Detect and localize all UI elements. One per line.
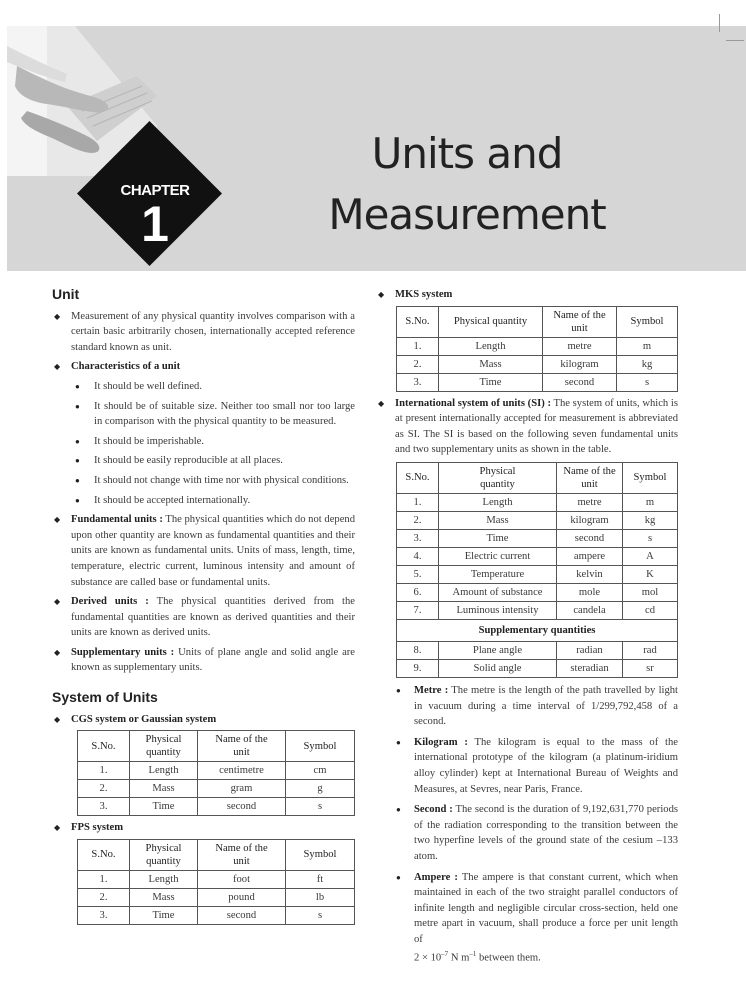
unit-definition: ◆ Measurement of any physical quantity involves comparison with a certain basic arbitrarily chosen, internationally accepted reference standard known as unit. xyxy=(52,309,355,356)
table-row: 3. Time second s xyxy=(78,906,355,924)
characteristic-item: ● It should be accepted internationally. xyxy=(52,493,355,509)
supplementary-units-text: Units of plane angle and solid angle are known as supplementary units. xyxy=(71,646,356,674)
supplementary-units-item xyxy=(52,645,355,676)
table-row: 2. Mass pound lb xyxy=(78,888,355,906)
col-sno: S.No. xyxy=(397,306,439,337)
col-symbol: Symbol xyxy=(623,462,678,493)
cgs-table xyxy=(77,730,355,816)
fps-title: FPS system xyxy=(71,822,124,834)
characteristics-item xyxy=(52,359,355,375)
table-row: 8. Plane angle radian rad xyxy=(397,641,678,659)
col-quantity: Physical quantity xyxy=(439,306,543,337)
table-row: 4. Electric current ampere A xyxy=(397,547,678,565)
crop-mark-horizontal xyxy=(726,40,744,41)
derived-units-term: Derived units : xyxy=(71,596,149,608)
characteristic-item: ● It should be well defined. xyxy=(52,379,355,395)
si-term: International system of units (SI) : xyxy=(395,397,551,409)
ampere-term: Ampere : xyxy=(414,871,458,883)
col-quantity: Physical quantity xyxy=(130,839,198,870)
table-row: 2. Mass kilogram kg xyxy=(397,355,678,373)
table-row: 3. Time second s xyxy=(78,798,355,816)
col-unit: Name of the unit xyxy=(198,839,286,870)
table-row: 5. Temperature kelvin K xyxy=(397,565,678,583)
chapter-header-band xyxy=(7,26,746,271)
kilogram-definition xyxy=(396,735,678,797)
cgs-title: CGS system or Gaussian system xyxy=(71,713,217,725)
col-sno: S.No. xyxy=(78,731,130,762)
second-term: Second : xyxy=(414,804,453,816)
col-unit: Name of the unit xyxy=(543,306,617,337)
table-row: 9. Solid angle steradian sr xyxy=(397,659,678,677)
col-symbol: Symbol xyxy=(617,306,678,337)
derived-units-item xyxy=(52,594,355,641)
col-sno: S.No. xyxy=(397,462,439,493)
system-of-units-heading: System of Units xyxy=(52,689,158,706)
si-text: The system of units, which is at present internationally accepted for measurement is abbreviated as SI. The SI is based on the following seven fundamental units and two supplementary units as shown in the table. xyxy=(395,397,678,456)
second-text: The second is the duration of 9,192,631,770 periods of the radiation corresponding to the transition between the two hyperfine levels of the ground state of the cesium –133 atom. xyxy=(414,804,678,862)
table-header-row xyxy=(78,731,355,762)
chapter-label: CHAPTER xyxy=(120,182,190,199)
ampere-text: The ampere is that constant current, which when maintained in each of the two straight parallel conductors of infinite length and negligible circular cross-section, held one metre apart in vacuum, shall produce a force per unit length of xyxy=(414,871,678,945)
ampere-definition xyxy=(396,870,678,967)
table-row: 1. Length metre m xyxy=(397,337,678,355)
crop-mark-vertical xyxy=(719,14,720,32)
si-table xyxy=(396,462,678,678)
cgs-title-item xyxy=(52,712,355,728)
col-unit: Name of the unit xyxy=(557,462,623,493)
right-column xyxy=(376,287,678,972)
table-header-row xyxy=(78,839,355,870)
characteristic-item: ● It should not change with time nor with physical conditions. xyxy=(52,473,355,489)
characteristic-item: ● It should be imperishable. xyxy=(52,434,355,450)
mks-table xyxy=(396,306,678,392)
kilogram-term: Kilogram : xyxy=(414,736,468,748)
characteristic-item: ● It should be of suitable size. Neither too small nor too large in comparison with the physical quantity to be measured. xyxy=(52,399,355,430)
characteristics-title: Characteristics of a unit xyxy=(71,361,181,373)
col-symbol: Symbol xyxy=(286,839,355,870)
chapter-title-line-1: Units and xyxy=(371,129,563,178)
fundamental-units-item xyxy=(52,512,355,590)
characteristic-item: ● It should be easily reproducible at all places. xyxy=(52,453,355,469)
base-unit-definitions xyxy=(396,683,678,967)
unit-heading: Unit xyxy=(52,286,80,302)
col-unit: Name of the unit xyxy=(198,731,286,762)
metre-text: The metre is the length of the path travelled by light in vacuum during a time interval of 1/299,792,458 of a second. xyxy=(414,684,678,728)
supplementary-units-term: Supplementary units : xyxy=(71,646,175,658)
table-row: 3. Time second s xyxy=(397,373,678,391)
table-header-row xyxy=(397,306,678,337)
col-symbol: Symbol xyxy=(286,731,355,762)
table-row: 1. Length metre m xyxy=(397,493,678,511)
table-header-row xyxy=(397,462,678,493)
col-quantity: Physical quantity xyxy=(439,462,557,493)
table-row: 1. Length centimetre cm xyxy=(78,762,355,780)
fundamental-units-text: The physical quantities which do not depend upon other quantity are known as fundamental quantities and their units are known as fundamental units. Units of mass, length, time, temperature, electric current, luminous intensity and amount of substance are called base or fundamental units. xyxy=(71,514,355,588)
chapter-title xyxy=(317,123,617,245)
si-item xyxy=(376,396,678,458)
derived-units-text: The physical quantities derived from the fundamental quantities are known as derived quantities and their units are known as derived units. xyxy=(71,596,355,639)
mks-title-item xyxy=(376,287,678,303)
kilogram-text: The kilogram is equal to the mass of the international prototype of the kilogram (a platinum-iridium alloy cylinder) kept at International Bureau of Weights and Measures, at Sevres, near Paris, France. xyxy=(414,736,678,795)
fps-table xyxy=(77,839,355,925)
fundamental-units-term: Fundamental units : xyxy=(71,514,163,526)
table-row: 6. Amount of substance mole mol xyxy=(397,583,678,601)
ampere-formula: $2 \times 10^{-7}$ N $m^{-1}$ between them. xyxy=(414,950,541,964)
left-column xyxy=(52,287,355,925)
chapter-title-line-2: Measurement xyxy=(328,190,606,239)
mks-title: MKS system xyxy=(395,289,453,300)
table-row: 2. Mass kilogram kg xyxy=(397,511,678,529)
table-row: 2. Mass gram g xyxy=(78,780,355,798)
metre-term: Metre : xyxy=(414,684,449,696)
chapter-number: 1 xyxy=(141,196,169,252)
table-row: 7. Luminous intensity candela cd xyxy=(397,601,678,619)
second-definition xyxy=(396,802,678,864)
metre-definition xyxy=(396,683,678,730)
col-sno: S.No. xyxy=(78,839,130,870)
table-row: 1. Length foot ft xyxy=(78,870,355,888)
table-row: 3. Time second s xyxy=(397,529,678,547)
supplementary-quantities-row: Supplementary quantities xyxy=(397,619,678,641)
col-quantity: Physical quantity xyxy=(130,731,198,762)
fps-title-item xyxy=(52,820,355,836)
